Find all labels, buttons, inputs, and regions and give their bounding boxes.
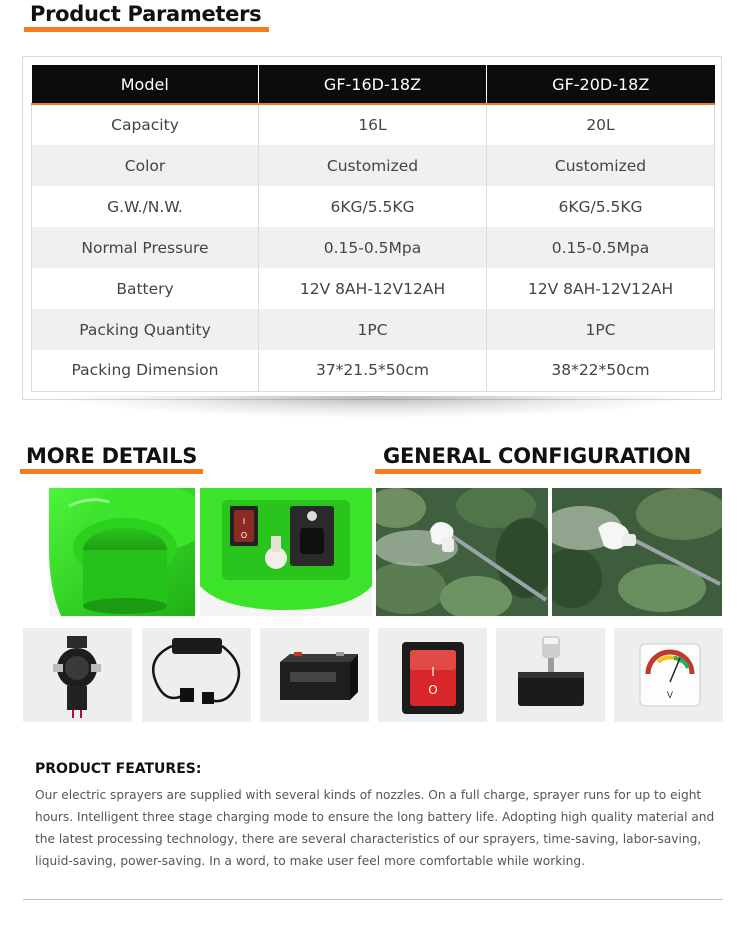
row-value: 6KG/5.5KG (487, 186, 715, 227)
switch-off-mark: O (240, 531, 248, 540)
row-label: G.W./N.W. (32, 186, 259, 227)
charger-photo (142, 628, 251, 722)
heading-underline (24, 27, 269, 32)
product-features-title: PRODUCT FEATURES: (35, 761, 202, 777)
table-header-row (32, 65, 715, 104)
rocker-switch-photo (378, 628, 487, 722)
header-model-16d: GF-16D-18Z (259, 65, 487, 104)
general-configuration-title: GENERAL CONFIGURATION (383, 444, 692, 468)
pressure-knob-photo (496, 628, 605, 722)
row-value: 6KG/5.5KG (259, 186, 487, 227)
battery-photo (260, 628, 369, 722)
row-label: Battery (32, 268, 259, 309)
table-row (32, 104, 715, 145)
table-row (32, 145, 715, 186)
more-details-heading (26, 444, 197, 474)
row-label: Color (32, 145, 259, 186)
row-value: 0.15-0.5Mpa (487, 227, 715, 268)
nozzle-spraying-photo-1 (376, 488, 548, 616)
row-value: 12V 8AH-12V12AH (259, 268, 487, 309)
rocker-off-mark: O (428, 683, 438, 697)
nozzle-spraying-photo-2 (552, 488, 722, 616)
header-model: Model (32, 65, 259, 104)
table-row (32, 227, 715, 268)
row-label: Packing Quantity (32, 309, 259, 350)
table-shadow (60, 396, 690, 418)
header-model-20d: GF-20D-18Z (487, 65, 715, 104)
table-row (32, 309, 715, 350)
heading-underline (375, 469, 701, 474)
table-row (32, 268, 715, 309)
row-label: Capacity (32, 104, 259, 145)
product-parameters-title: Product Parameters (30, 2, 262, 26)
gauge-unit-mark: V (666, 691, 674, 701)
row-value: 16L (259, 104, 487, 145)
table-row (32, 350, 715, 391)
heading-underline (20, 469, 203, 474)
product-parameters-table (31, 65, 715, 392)
tank-switch-panel-photo (200, 488, 372, 616)
table-row (32, 186, 715, 227)
product-features-text: Our electric sprayers are supplied with several kinds of nozzles. On a full charge, sprayer runs for up to eight hours. Intelligent three stage charging mode to ensure the long battery life. Adopting high quality material and the latest processing technology, there are several characteristics of our sprayers, time-saving, labor-saving, liquid-saving, power-saving. In a word, to make user feel more comfortable while working. (35, 788, 715, 868)
product-parameters-heading (30, 2, 261, 32)
row-value: Customized (487, 145, 715, 186)
row-value: 20L (487, 104, 715, 145)
row-value: 1PC (487, 309, 715, 350)
switch-on-mark: I (242, 517, 246, 526)
bottom-divider (23, 899, 723, 900)
tank-opening-photo (49, 488, 195, 616)
row-value: 12V 8AH-12V12AH (487, 268, 715, 309)
pump-motor-photo (23, 628, 132, 722)
more-details-title: MORE DETAILS (26, 444, 198, 468)
rocker-on-mark: I (431, 665, 435, 679)
voltmeter-photo (614, 628, 723, 722)
row-value: 1PC (259, 309, 487, 350)
row-value: 0.15-0.5Mpa (259, 227, 487, 268)
general-configuration-heading (383, 444, 691, 474)
row-value: Customized (259, 145, 487, 186)
row-label: Packing Dimension (32, 350, 259, 391)
row-value: 37*21.5*50cm (259, 350, 487, 391)
row-label: Normal Pressure (32, 227, 259, 268)
row-value: 38*22*50cm (487, 350, 715, 391)
